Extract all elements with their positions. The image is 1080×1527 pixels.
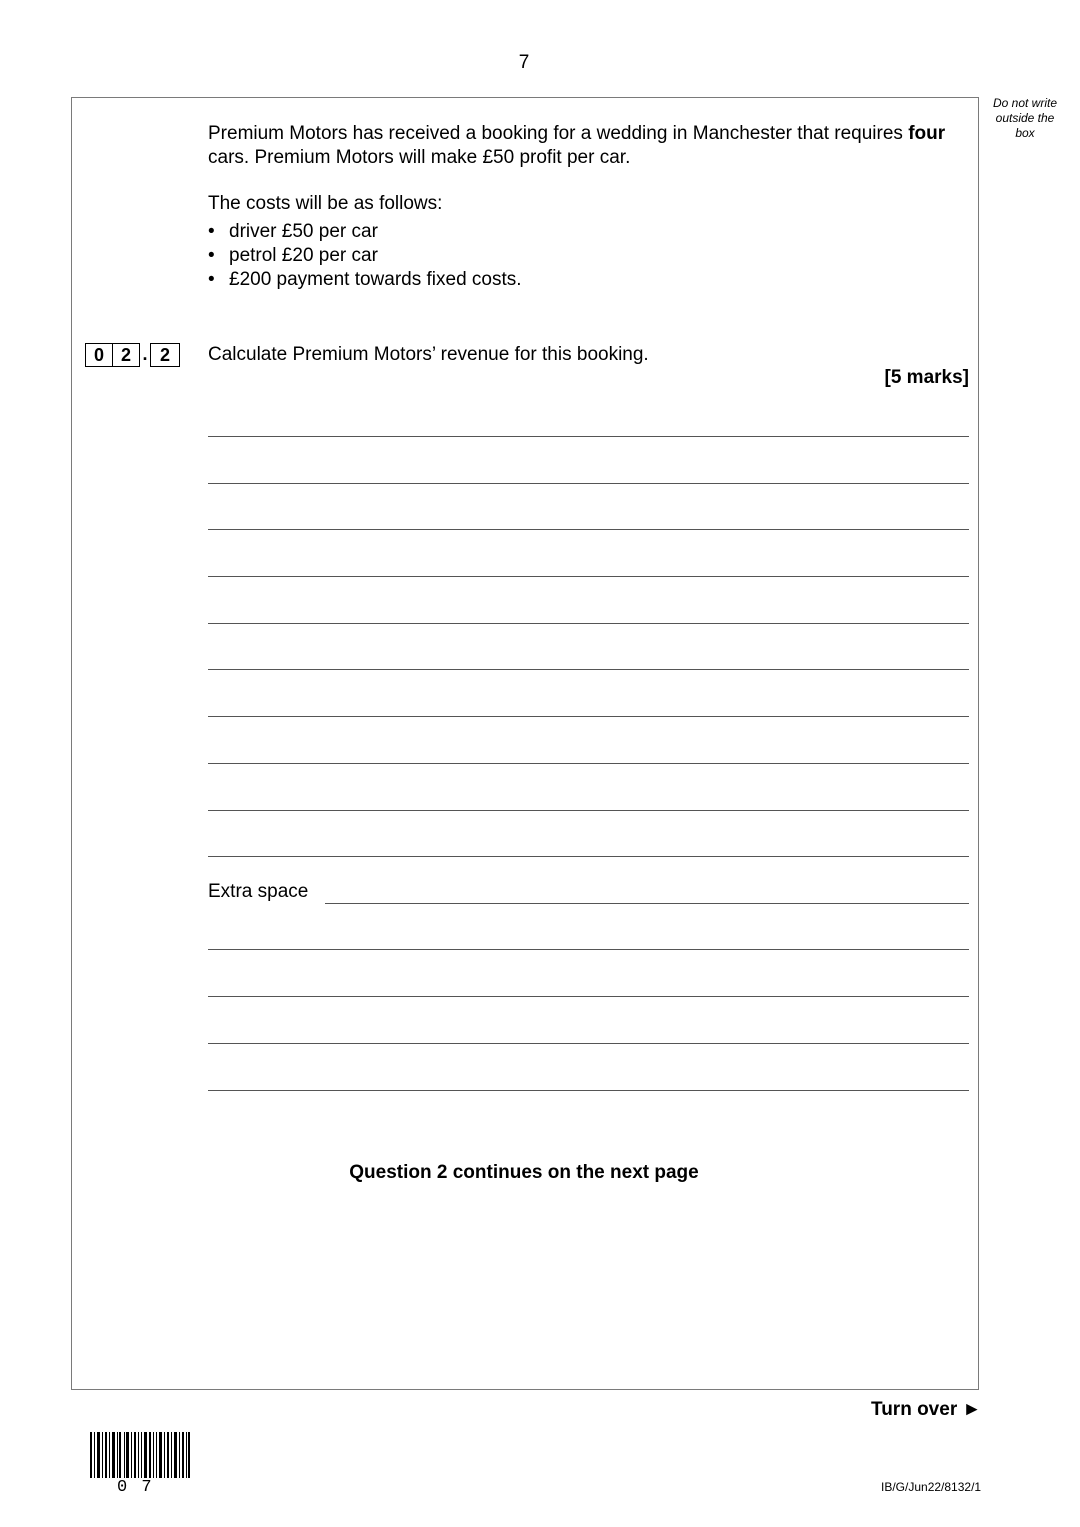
margin-note-line-2: outside the (995, 111, 1055, 125)
cost-item-petrol: • petrol £20 per car (208, 244, 522, 268)
intro-bold-word: four (908, 123, 946, 144)
intro-text-1: Premium Motors has received a booking for a wedding in Manchester that requires (208, 123, 909, 144)
answer-line[interactable] (208, 623, 969, 624)
extra-space-line[interactable] (208, 949, 969, 950)
question-number-digit: 2 (113, 343, 140, 367)
extra-space-line[interactable] (208, 1043, 969, 1044)
answer-line[interactable] (208, 436, 969, 437)
continues-note: Question 2 continues on the next page (349, 1162, 699, 1183)
extra-space-line[interactable] (325, 903, 969, 904)
answer-line[interactable] (208, 483, 969, 484)
barcode-number: 0 7 (117, 1478, 154, 1497)
question-number (85, 342, 180, 367)
answer-line[interactable] (208, 763, 969, 764)
cost-item-driver: • driver £50 per car (208, 220, 522, 244)
answer-line[interactable] (208, 669, 969, 670)
costs-intro: The costs will be as follows: (208, 193, 443, 214)
intro-paragraph (208, 122, 958, 170)
turn-over-label: Turn over ► (871, 1399, 982, 1420)
margin-note-line-3: box (1015, 126, 1035, 140)
answer-line[interactable] (208, 810, 969, 811)
cost-item-fixed: • £200 payment towards fixed costs. (208, 268, 522, 292)
answer-line[interactable] (208, 576, 969, 577)
answer-line[interactable] (208, 856, 969, 857)
margin-note (980, 96, 1070, 141)
reference-code: IB/G/Jun22/8132/1 (881, 1480, 982, 1494)
intro-text-2: cars. Premium Motors will make £50 profit per car. (208, 147, 631, 168)
margin-note-line-1: Do not write (992, 96, 1058, 110)
extra-space-line[interactable] (208, 1090, 969, 1091)
page-number: 7 (518, 52, 530, 73)
extra-space-line[interactable] (208, 996, 969, 997)
answer-line[interactable] (208, 716, 969, 717)
question-prompt: Calculate Premium Motors’ revenue for this booking. (208, 344, 649, 365)
extra-space-label: Extra space (208, 881, 309, 902)
question-number-separator: . (142, 344, 148, 364)
barcode-icon (90, 1432, 190, 1478)
marks-label: [5 marks] (884, 367, 969, 388)
question-number-digit: 0 (85, 343, 113, 367)
costs-list (208, 220, 522, 292)
answer-line[interactable] (208, 529, 969, 530)
question-number-digit: 2 (150, 343, 180, 367)
